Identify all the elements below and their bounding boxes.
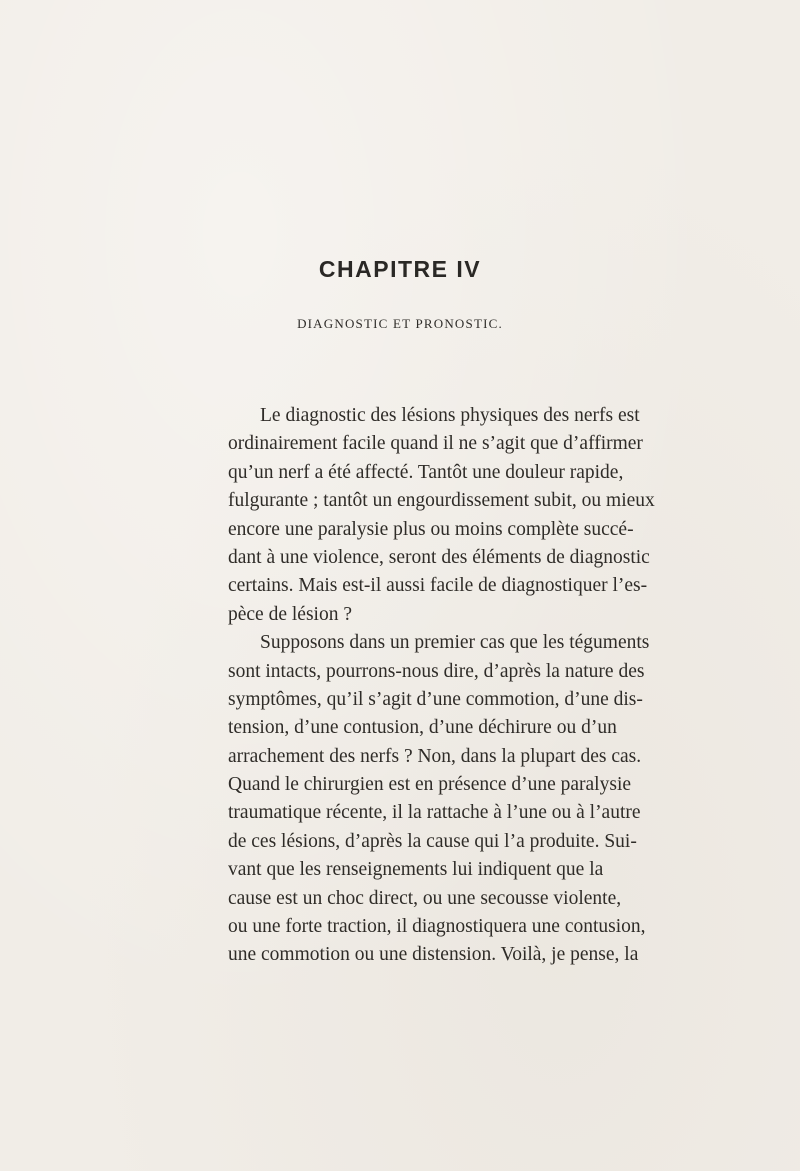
text-line: vant que les renseignements lui indiquent que la [228, 859, 604, 881]
text-line: Le diagnostic des lésions physiques des nerfs est [260, 405, 640, 426]
text-line: Supposons dans un premier cas que les téguments [260, 632, 650, 654]
text-line: certains. Mais est-il aussi facile de diagnostiquer l’es- [228, 575, 648, 597]
chapter-title: CHAPITRE IV [318, 256, 482, 282]
body-text [228, 402, 655, 970]
text-line: cause est un choc direct, ou une secousse violente, [228, 887, 622, 909]
text-line: de ces lésions, d’après la cause qui l’a produite. Sui- [228, 830, 637, 852]
text-line: dant à une violence, seront des éléments de diagnostic [228, 546, 650, 568]
text-line: une commotion ou une distension. Voilà, je pense, la [228, 944, 639, 966]
text-line: encore une paralysie plus ou moins complète succé- [228, 518, 634, 540]
text-line: traumatique récente, il la rattache à l’une ou à l’autre [228, 802, 641, 824]
show-through-ghost-text [200, 182, 620, 202]
text-line: qu’un nerf a été affecté. Tantôt une douleur rapide, [228, 461, 624, 483]
text-line: pèce de lésion ? [228, 603, 352, 625]
text-line: ordinairement facile quand il ne s’agit que d’affirmer [228, 433, 643, 455]
text-line: arrachement des nerfs ? Non, dans la plupart des cas. [228, 745, 642, 767]
text-line: Quand le chirurgien est en présence d’une paralysie [228, 774, 632, 796]
text-line: sont intacts, pourrons-nous dire, d’après la nature des [228, 660, 645, 682]
text-line: symptômes, qu’il s’agit d’une commotion, d’une dis- [228, 688, 643, 710]
text-line: fulgurante ; tantôt un engourdissement subit, ou mieux [228, 490, 655, 512]
text-line: tension, d’une contusion, d’une déchirure ou d’un [228, 717, 617, 739]
chapter-subtitle: DIAGNOSTIC ET PRONOSTIC. [297, 316, 503, 331]
text-line: ou une forte traction, il diagnostiquera une contusion, [228, 916, 646, 938]
